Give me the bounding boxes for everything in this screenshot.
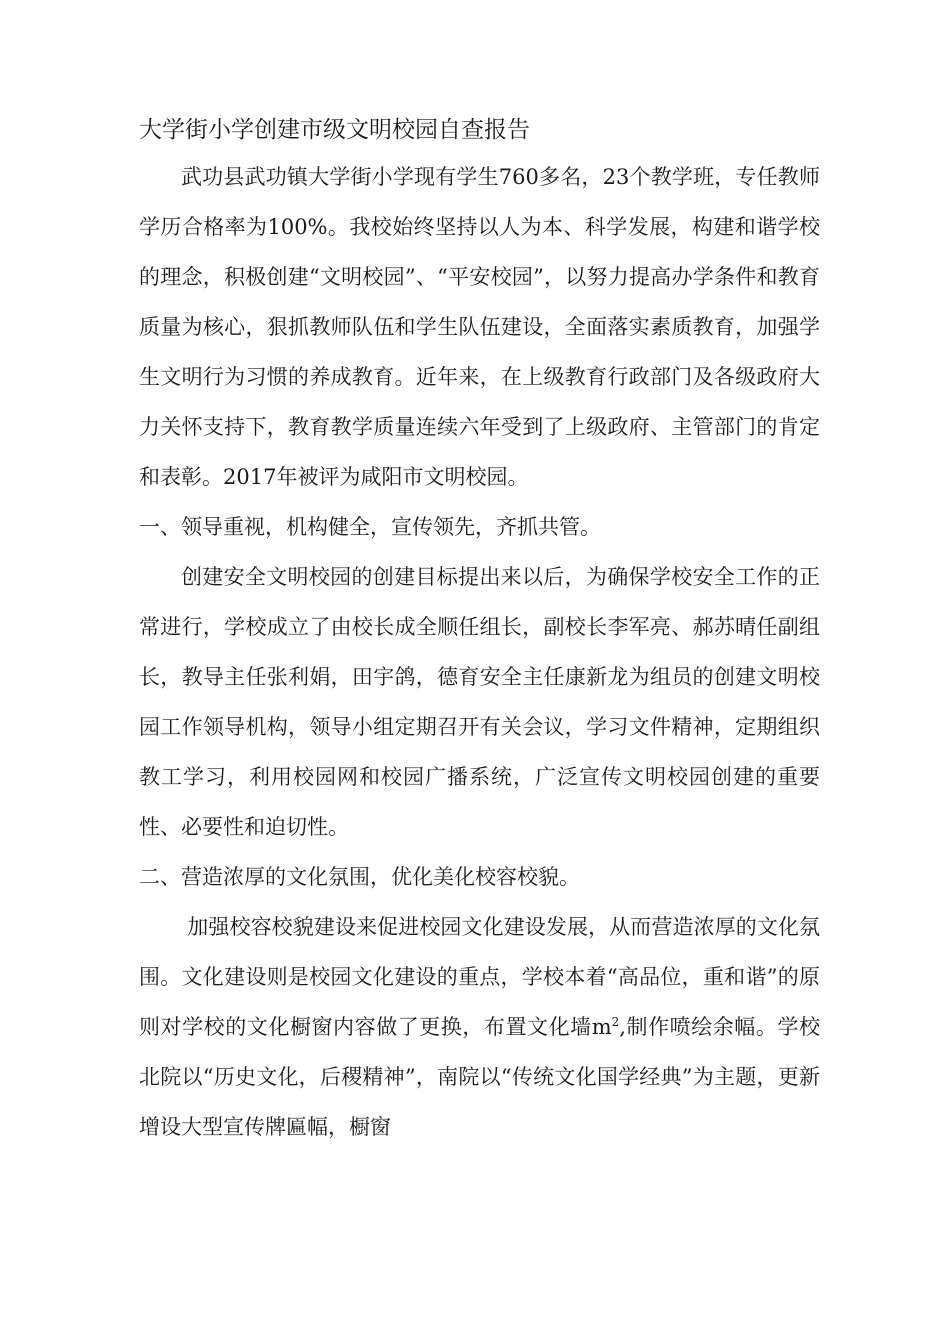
document-title: 大学街小学创建市级文明校园自查报告 [139, 117, 530, 143]
section-2-paragraph [139, 902, 820, 1152]
section-2-text-part1: 加强校容校貌建设来促进校园文化建设发展，从而营造浓厚的文化氛围。文化建设则是校园文化建设的重点，学校本着“高品位，重和谐”的原则对学校的文化橱窗内容做了更换，布置文化墙m [139, 915, 820, 1039]
section-2-heading: 二、营造浓厚的文化氛围，优化美化校容校貌。 [139, 865, 580, 889]
section-2-text-part2: ,制作喷绘余幅。学校北院以“历史文化，后稷精神”，南院以“传统文化国学经典”为主题，更新增设大型宣传牌匾幅，橱窗 [139, 1015, 820, 1139]
section-1-paragraph: 创建安全文明校园的创建目标提出来以后，为确保学校安全工作的正常进行，学校成立了由校长成全顺任组长，副校长李军亮、郝苏晴任副组长，教导主任张利娟，田宇鸽，德育安全主任康新龙为组员的创建文明校园工作领导机构，领导小组定期召开有关会议，学习文件精神，定期组织教工学习，利用校园网和校园广播系统，广泛宣传文明校园创建的重要性、必要性和迫切性。 [139, 565, 820, 839]
intro-paragraph: 武功县武功镇大学街小学现有学生760多名，23个教学班，专任教师学历合格率为100%。我校始终坚持以人为本、科学发展，构建和谐学校的理念，积极创建“文明校园”、“平安校园”，以努力提高办学条件和教育质量为核心，狠抓教师队伍和学生队伍建设，全面落实素质教育，加强学生文明行为习惯的养成教育。近年来，在上级教育行政部门及各级政府大力关怀支持下，教育教学质量连续六年受到了上级政府、主管部门的肯定和表彰。2017年被评为咸阳市文明校园。 [139, 165, 820, 489]
section-1-heading: 一、领导重视，机构健全，宣传领先，齐抓共管。 [139, 515, 601, 539]
superscript-2: 2 [611, 1015, 620, 1029]
